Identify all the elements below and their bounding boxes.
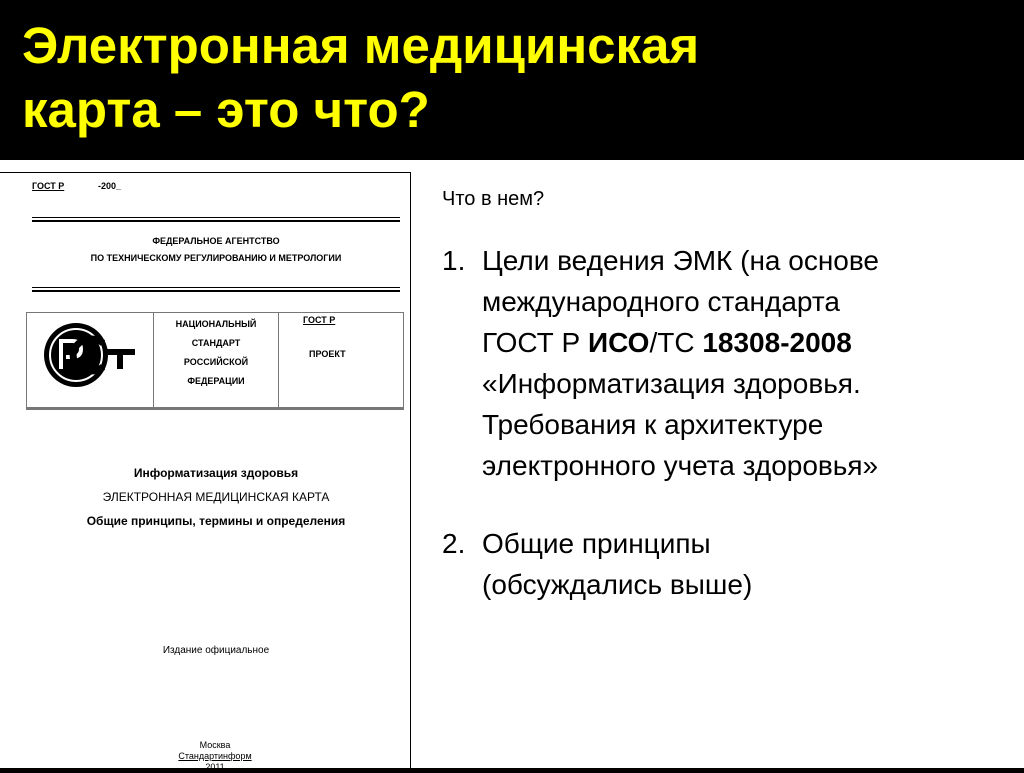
list-item-line: Цели ведения ЭМК (на основе [482,245,880,276]
content-text [442,186,1012,605]
publication-year: 2011 [205,762,225,772]
header-gost: ГОСТ Р [32,181,65,191]
document-title-line1: Информатизация здоровья [133,466,299,480]
gost-label: ГОСТ Р [303,315,336,325]
list-item-line: Требования к архитектуре [482,409,824,440]
agency-line2: ПО ТЕХНИЧЕСКОМУ РЕГУЛИРОВАНИЮ И МЕТРОЛОГИИ [90,253,342,263]
list-item-line: международного стандарта [482,286,840,317]
header-year: -200_ [98,181,122,191]
list-item [442,240,1012,486]
list-item-line: (обсуждались выше) [482,569,753,600]
national-line4: ФЕДЕРАЦИИ [187,376,245,386]
edition-note: Издание официальное [162,645,270,656]
text-iso: ИСО [588,327,650,358]
document-title-line2: ЭЛЕКТРОННАЯ МЕДИЦИНСКАЯ КАРТА [102,490,330,504]
list-item-number: 1. [442,245,466,276]
slide-title-line2: карта – это что? [22,81,430,138]
divider [32,287,400,292]
content-subtitle: Что в нем? [442,188,545,210]
standard-cover-image [0,172,411,772]
list-item-line: электронного учета здоровья» [482,450,879,481]
national-standard-cell [154,313,279,407]
text-ts: /ТС [649,327,703,358]
list-item-line: «Информатизация здоровья. [482,368,861,399]
project-label: ПРОЕКТ [309,349,346,359]
document-title [32,461,400,533]
national-line2: СТАНДАРТ [191,338,241,348]
divider [32,217,400,222]
slide-title [22,14,1002,142]
list-item [442,523,1012,605]
national-line3: РОССИЙСКОЙ [183,357,249,367]
publisher: Стандартинформ [178,751,252,761]
slide-content [0,160,1024,772]
agency-name [32,233,400,267]
text-gost: ГОСТ Р [482,327,588,358]
text-standard-number: 18308-2008 [702,327,852,358]
gost-cell [279,313,403,407]
list-item-line: Общие принципы [482,528,711,559]
logo-cell [27,313,154,407]
national-line1: НАЦИОНАЛЬНЫЙ [175,319,257,329]
agency-line1: ФЕДЕРАЛЬНОЕ АГЕНТСТВО [152,236,280,246]
content-list [442,240,1012,605]
publication-info [160,740,270,773]
list-item-number: 2. [442,528,466,559]
city: Москва [199,740,231,750]
standard-header-table [26,312,404,410]
list-item-line [482,322,1012,363]
slide-title-line1: Электронная медицинская [22,17,700,74]
rst-logo-icon [27,313,153,407]
document-title-line3: Общие принципы, термины и определения [86,514,346,528]
